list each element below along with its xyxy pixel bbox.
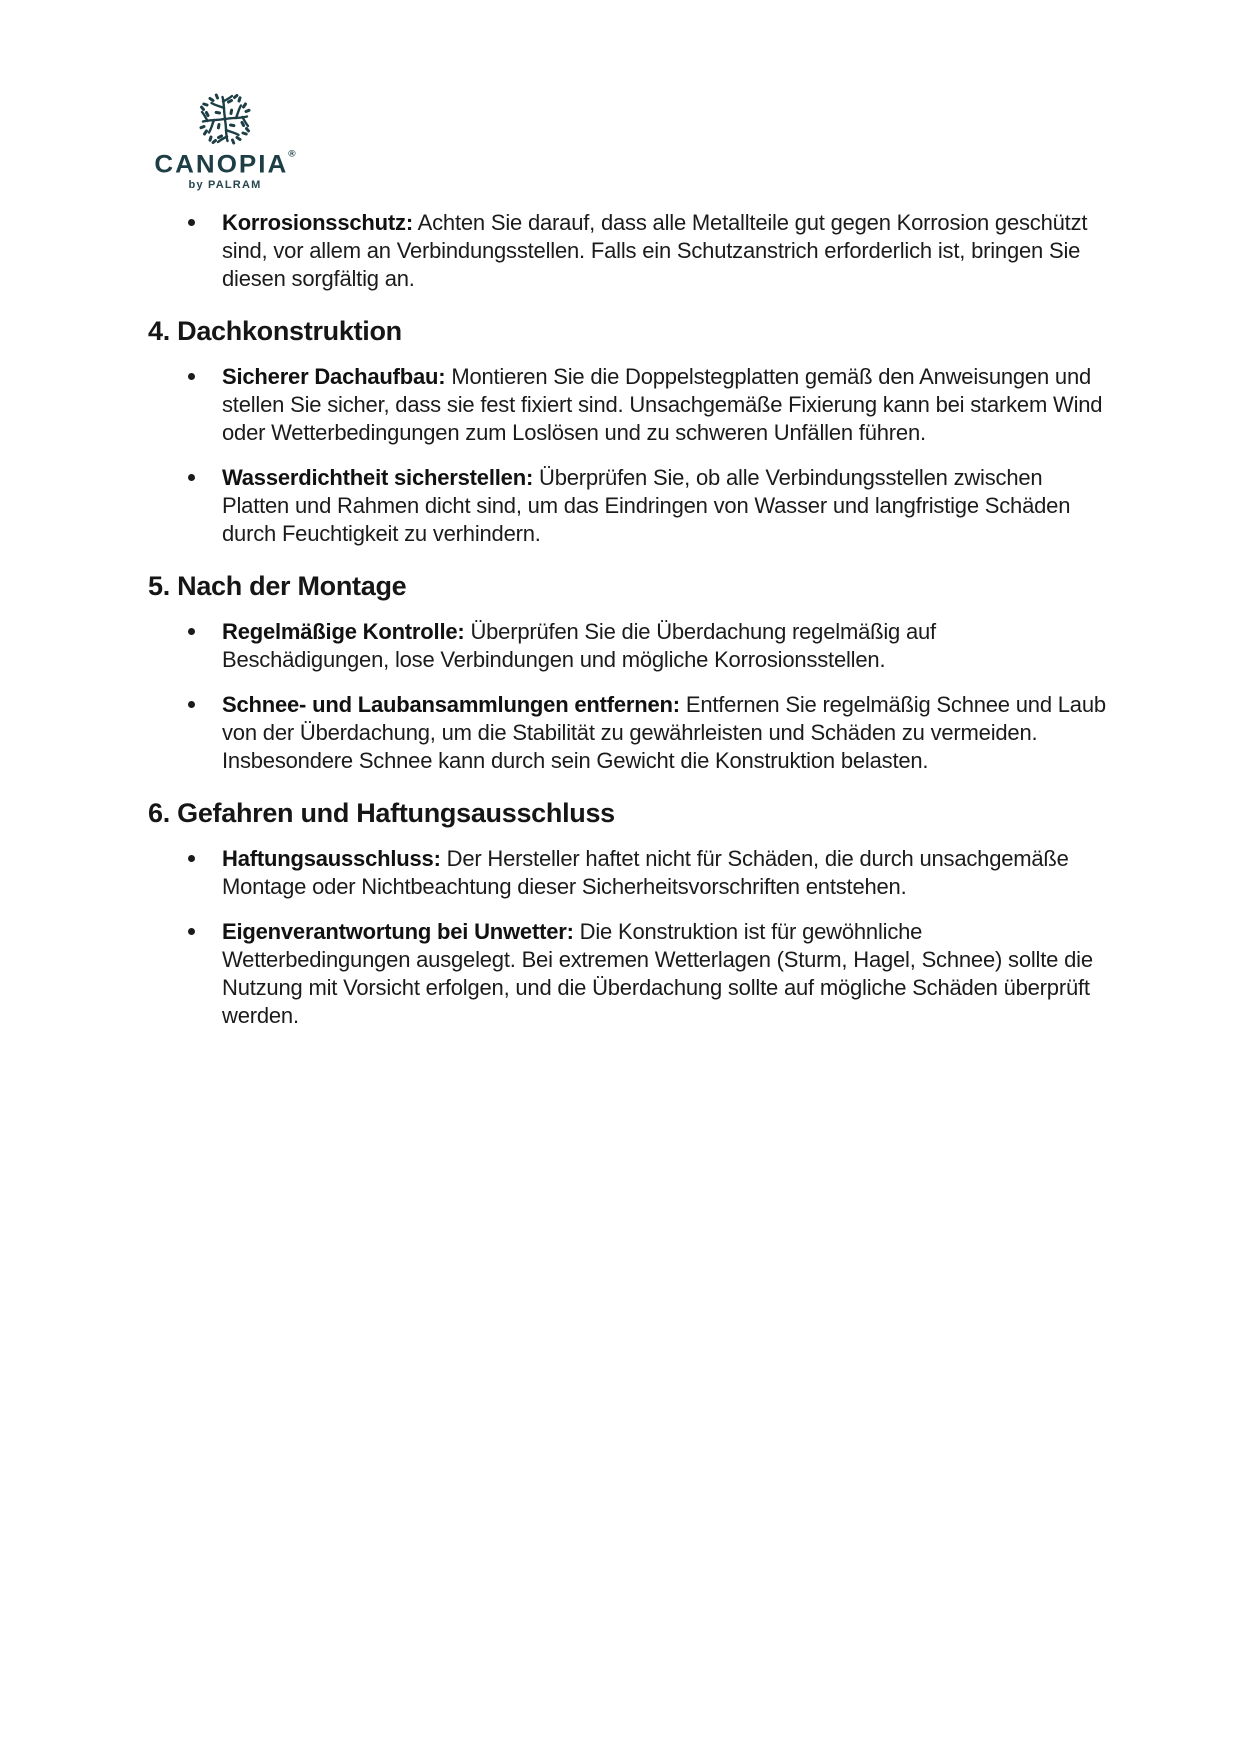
- bullet-text: Überprüfen Sie die Überdachung regelmäßig auf Beschädigungen, lose Verbindungen und mögliche Korrosionsstellen.: [222, 619, 936, 672]
- canopia-tree-icon: [198, 92, 252, 146]
- bullet-term: Eigenverantwortung bei Unwetter:: [222, 919, 574, 944]
- section-heading-6: 6. Gefahren und Haftungsausschluss: [148, 798, 615, 828]
- list-item: [222, 918, 1106, 1030]
- document-body: [150, 209, 1106, 1030]
- brand-name: CANOPIA: [154, 149, 289, 179]
- bullet-term: Regelmäßige Kontrolle:: [222, 619, 465, 644]
- bullet-list-section-5: [150, 618, 1106, 775]
- registered-mark: ®: [288, 148, 296, 160]
- bullet-text: Überprüfen Sie, ob alle Verbindungsstellen zwischen Platten und Rahmen dicht sind, um das Eindringen von Wasser und langfristige Schäden durch Feuchtigkeit zu verhindern.: [222, 465, 1071, 546]
- canopia-logo: [150, 92, 300, 191]
- bullet-text: Montieren Sie die Doppelstegplatten gemäß den Anweisungen und stellen Sie sicher, dass sie fest fixiert sind. Unsachgemäße Fixierung kann bei starkem Wind oder Wetterbedingungen zum Loslösen und zu schweren Unfällen führen.: [222, 364, 1103, 445]
- section-heading-4: 4. Dachkonstruktion: [148, 316, 402, 346]
- list-item: [222, 363, 1106, 447]
- bullet-list-intro: [150, 209, 1106, 293]
- bullet-term: Korrosionsschutz:: [222, 210, 413, 235]
- bullet-term: Schnee- und Laubansammlungen entfernen:: [222, 692, 680, 717]
- bullet-text: Achten Sie darauf, dass alle Metallteile gut gegen Korrosion geschützt sind, vor allem an Verbindungsstellen. Falls ein Schutzanstrich erforderlich ist, bringen Sie diesen sorgfältig an.: [222, 210, 1088, 291]
- list-item: [222, 845, 1106, 901]
- bullet-term: Haftungsausschluss:: [222, 846, 441, 871]
- list-item: [222, 618, 1106, 674]
- bullet-text: Der Hersteller haftet nicht für Schäden, die durch unsachgemäße Montage oder Nichtbeachtung dieser Sicherheitsvorschriften entstehen.: [222, 846, 1069, 899]
- bullet-list-section-6: [150, 845, 1106, 1030]
- bullet-term: Sicherer Dachaufbau:: [222, 364, 446, 389]
- bullet-text: Die Konstruktion ist für gewöhnliche Wetterbedingungen ausgelegt. Bei extremen Wetterlagen (Sturm, Hagel, Schnee) sollte die Nutzung mit Vorsicht erfolgen, und die Überdachung sollte auf mögliche Schäden überprüft werden.: [222, 919, 1093, 1028]
- list-item: [222, 209, 1106, 293]
- bullet-text: Entfernen Sie regelmäßig Schnee und Laub von der Überdachung, um die Stabilität zu gewährleisten und Schäden zu vermeiden. Insbesondere Schnee kann durch sein Gewicht die Konstruktion belasten.: [222, 692, 1106, 773]
- brand-tagline: by PALRAM: [188, 179, 262, 191]
- bullet-list-section-4: [150, 363, 1106, 548]
- brand-wordmark: [154, 148, 296, 179]
- list-item: [222, 464, 1106, 548]
- bullet-term: Wasserdichtheit sicherstellen:: [222, 465, 534, 490]
- list-item: [222, 691, 1106, 775]
- section-heading-5: 5. Nach der Montage: [148, 571, 407, 601]
